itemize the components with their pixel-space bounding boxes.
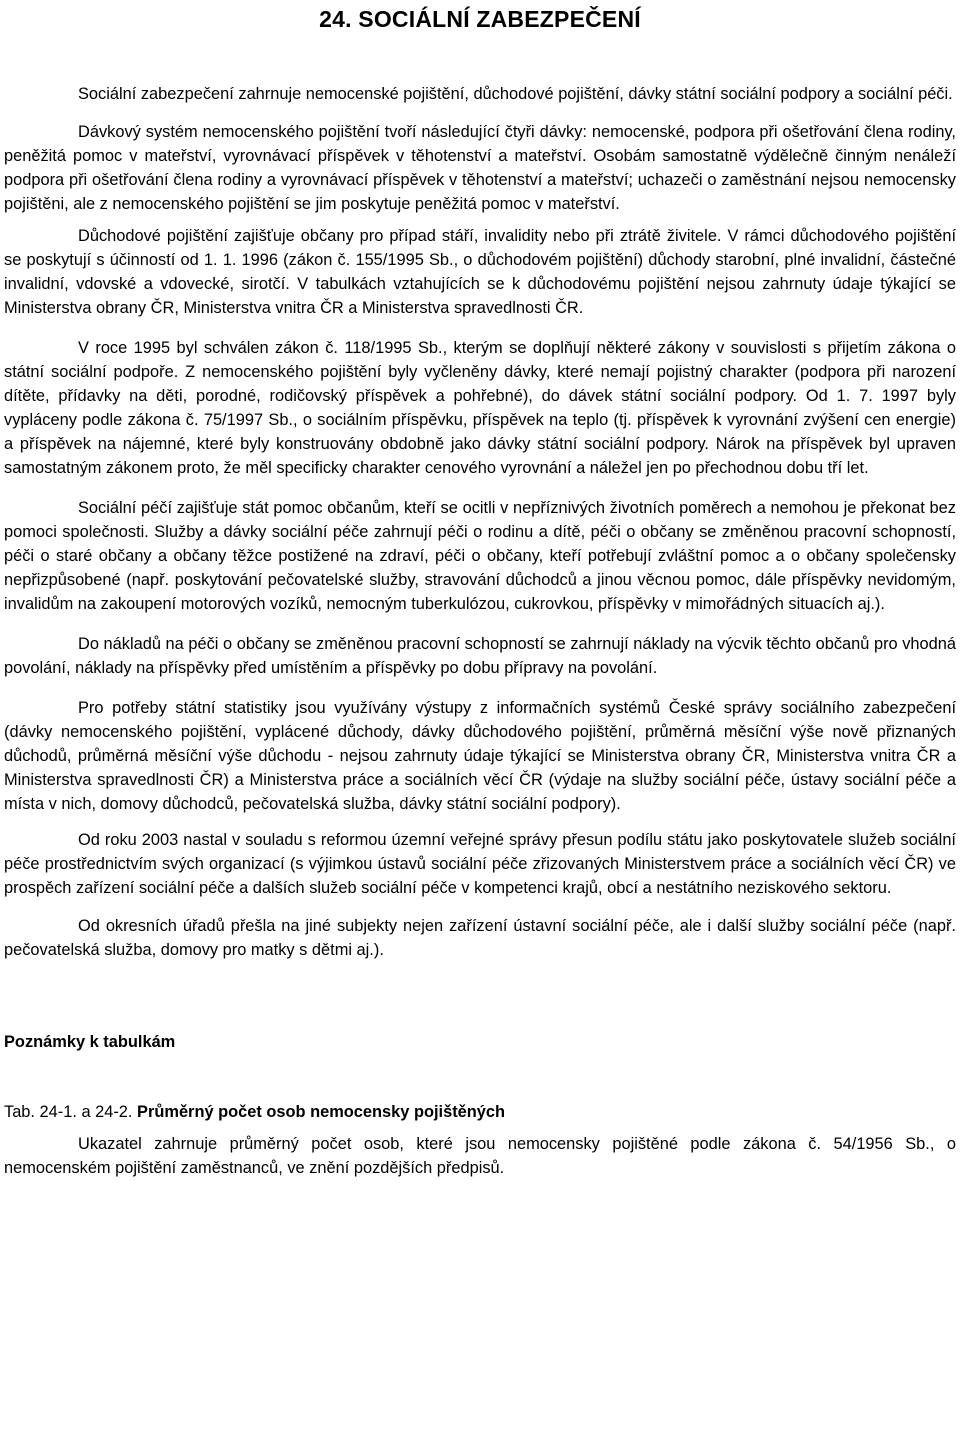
paragraph-sickness-insurance: Dávkový systém nemocenského pojištění tvoří následující čtyři dávky: nemocenské, podpora při ošetřování člena rodiny, peněžitá pomoc v mateřství, vyrovnávací příspěvek v těhotenství a mateřství. Osobám samostatně výdělečně činným nenáleží podpora při ošetřování člena rodiny a vyrovnávací příspěvek v těhotenství a mateřství; uchazeči o zaměstnání nejsou nemocensky pojištěni, ale z nemocenského pojištění se jim poskytuje peněžitá pomoc v mateřství. [4,123,956,213]
table-note-prefix: Tab. 24-1. a 24-2. [4,1103,133,1121]
page-title: 24. SOCIÁLNÍ ZABEZPEČENÍ [319,6,641,32]
document-page [4,0,956,1180]
paragraph-social-care: Sociální péčí zajišťuje stát pomoc občanům, kteří se ocitli v nepříznivých životních poměrech a nemohou je překonat bez pomoci společnosti. Služby a dávky sociální péče zahrnují péči o rodinu a dítě, péči o občany se změněnou pracovní schopností, péči o staré občany a občany těžce postižené na zdraví, péči o občany, kteří potřebují zvláštní pomoc a o občany společensky nepřizpůsobené (např. poskytování pečovatelské služby, stravování důchodců a jinou věcnou pomoc, dále příspěvky nevidomým, invalidům na zakoupení motorových vozíků, nemocným tuberkulózou, cukrovkou, příspěvky v mimořádných situacích aj.). [4,499,956,613]
paragraph-care-costs: Do nákladů na péči o občany se změněnou pracovní schopností se zahrnují náklady na výcvik těchto občanů pro vhodná povolání, náklady na příspěvky před umístěním a příspěvky po dobu přípravy na povolání. [4,635,956,677]
paragraph-intro: Sociální zabezpečení zahrnuje nemocenské pojištění, důchodové pojištění, dávky státní sociální podpory a sociální péči. [78,85,953,103]
paragraph-pension-insurance: Důchodové pojištění zajišťuje občany pro případ stáří, invalidity nebo při ztrátě živitele. V rámci důchodového pojištění se poskytují s účinností od 1. 1. 1996 (zákon č. 155/1995 Sb., o důchodovém pojištění) důchody starobní, plné invalidní, částečné invalidní, vdovské a vdovecké, sirotčí. V tabulkách vztahujících se k důchodovému pojištění nejsou zahrnuty údaje týkající se Ministerstva obrany ČR, Ministerstva vnitra ČR a Ministerstva spravedlnosti ČR. [4,227,956,317]
notes-heading: Poznámky k tabulkám [4,1033,176,1051]
table-note-heading [4,1100,956,1124]
paragraph-reform-2003: Od roku 2003 nastal v souladu s reformou územní veřejné správy přesun podílu státu jako poskytovatele služeb sociální péče prostřednictvím svých organizací (s výjimkou ústavů sociální péče zřizovaných Ministerstvem práce a sociálních věcí ČR) ve prospěch zařízení sociální péče a dalších služeb sociální péče v kompetenci krajů, obcí a nestátního neziskového sektoru. [4,831,956,897]
paragraph-district-offices: Od okresních úřadů přešla na jiné subjekty nejen zařízení ústavní sociální péče, ale i další služby sociální péče (např. pečovatelská služba, domovy pro matky s dětmi aj.). [4,917,956,959]
paragraph-statistics-sources: Pro potřeby státní statistiky jsou využívány výstupy z informačních systémů České správy sociálního zabezpečení (dávky nemocenského pojištění, vyplácené důchody, dávky důchodového pojištění, průměrná měsíční výše nově přiznaných důchodů, průměrná měsíční výše důchodu - nejsou zahrnuty údaje týkající se Ministerstva obrany ČR, Ministerstva vnitra ČR a Ministerstva spravedlnosti ČR) a Ministerstva práce a sociálních věcí ČR (výdaje na služby sociální péče, ústavy sociální péče a místa v nich, domovy důchodců, pečovatelská služba, dávky státní sociální podpory). [4,699,956,813]
table-note-text: Ukazatel zahrnuje průměrný počet osob, které jsou nemocensky pojištěné podle zákona č. 54/1956 Sb., o nemocenském pojištění zaměstnanců, ve znění pozdějších předpisů. [4,1135,956,1177]
table-note-title: Průměrný počet osob nemocensky pojištěných [137,1103,506,1121]
paragraph-state-social-support: V roce 1995 byl schválen zákon č. 118/1995 Sb., kterým se doplňují některé zákony v souvislosti s přijetím zákona o státní sociální podpoře. Z nemocenského pojištění byly vyčleněny dávky, které nemají pojistný charakter (podpora při narození dítěte, přídavky na děti, porodné, rodičovský příspěvek a pohřebné), do dávek státní sociální podpory. Od 1. 7. 1997 byly vypláceny podle zákona č. 75/1997 Sb., o sociálním příspěvku, příspěvek na teplo (tj. příspěvek k vyrovnání zvýšení cen energie) a příspěvek na nájemné, které byly konstruovány obdobně jako dávky státní sociální podpory. Nárok na příspěvek byl upraven samostatným zákonem proto, že měl specificky charakter cenového vyrovnání a náležel jen po přechodnou dobu tří let. [4,339,956,477]
